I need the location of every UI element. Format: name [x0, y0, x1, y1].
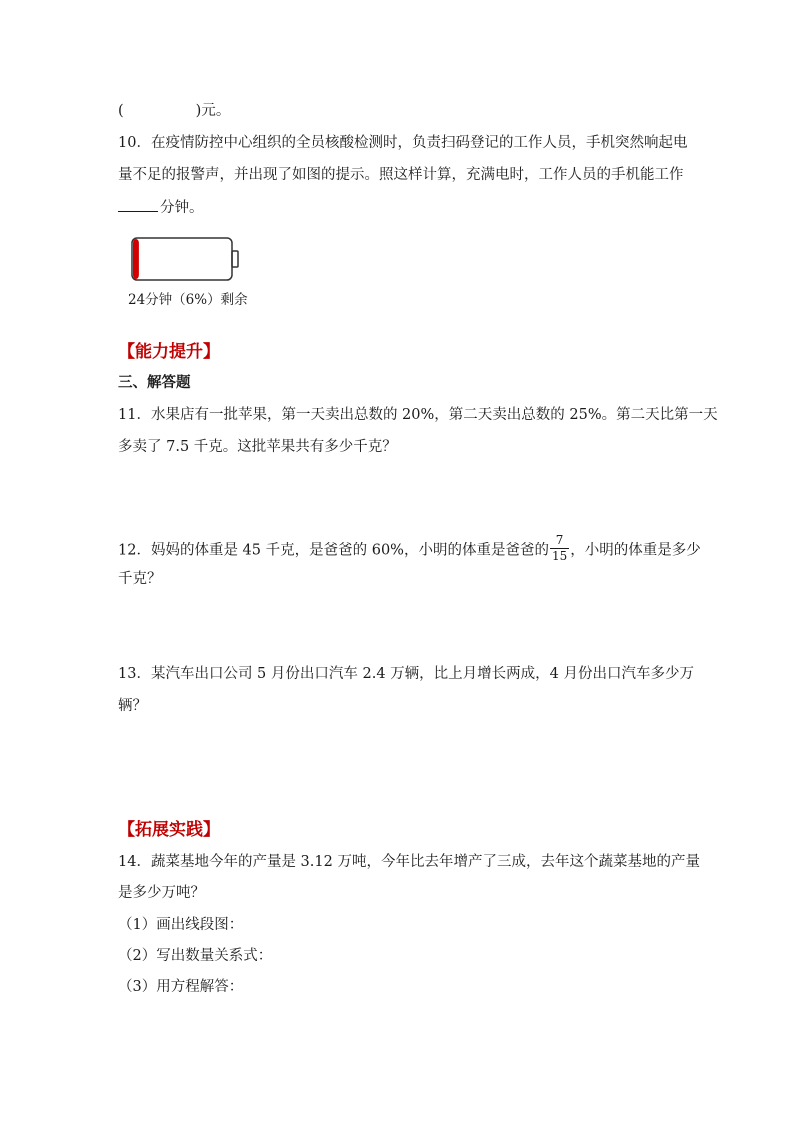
- q12-line-2: 千克？: [118, 571, 162, 587]
- q12-text-post: ，小明的体重是多少: [570, 542, 701, 559]
- q12-frac-numerator: 7: [550, 533, 569, 549]
- q11-line-1: 11．水果店有一批苹果，第一天卖出总数的 20%，第二天卖出总数的 25%。第二天比第一天: [118, 407, 718, 423]
- q9-close-paren: )元。: [195, 103, 231, 119]
- q10-answer-blank[interactable]: [118, 197, 158, 212]
- q14-step-2: （2）写出数量关系式：: [118, 948, 273, 964]
- section-ability-heading: 【能力提升】: [118, 342, 220, 362]
- q12-line-1: [118, 535, 701, 566]
- q9-answer-tail: [118, 101, 230, 121]
- q14-step-1: （1）画出线段图：: [118, 917, 244, 933]
- q12-text-pre: 12．妈妈的体重是 45 千克，是爸爸的 60%，小明的体重是爸爸的: [118, 542, 549, 559]
- q10-line-2: 量不足的报警声，并出现了如图的提示。照这样计算，充满电时，工作人员的手机能工作: [118, 167, 684, 183]
- q10-line-1: 10．在疫情防控中心组织的全员核酸检测时，负责扫码登记的工作人员，手机突然响起电: [118, 135, 688, 151]
- q14-line-1: 14．蔬菜基地今年的产量是 3.12 万吨，今年比去年增产了三成，去年这个蔬菜基地的产量: [118, 854, 700, 870]
- q11-line-2: 多卖了 7.5 千克。这批苹果共有多少千克？: [118, 439, 397, 455]
- q12-frac-denominator: 15: [551, 549, 568, 563]
- section-practice-heading: 【拓展实践】: [118, 820, 220, 840]
- section3-title: 三、解答题: [118, 374, 191, 391]
- battery-charge-fill: [133, 239, 139, 279]
- q14-line-2: 是多少万吨？: [118, 885, 205, 901]
- q10-line-3: [118, 197, 204, 218]
- q14-step-3: （3）用方程解答：: [118, 979, 244, 995]
- battery-terminal: [232, 251, 238, 267]
- q13-line-2: 辆？: [118, 698, 147, 714]
- battery-icon: [131, 237, 241, 283]
- q10-unit-text: 分钟。: [160, 200, 204, 216]
- q13-line-1: 13．某汽车出口公司 5 月份出口汽车 2.4 万辆，比上月增长两成，4 月份出口汽车多少万: [118, 666, 695, 682]
- q12-fraction: [550, 533, 569, 564]
- battery-label: 24分钟（6%）剩余: [128, 292, 248, 308]
- battery-body: [132, 238, 232, 280]
- q9-open-paren: (: [118, 103, 124, 119]
